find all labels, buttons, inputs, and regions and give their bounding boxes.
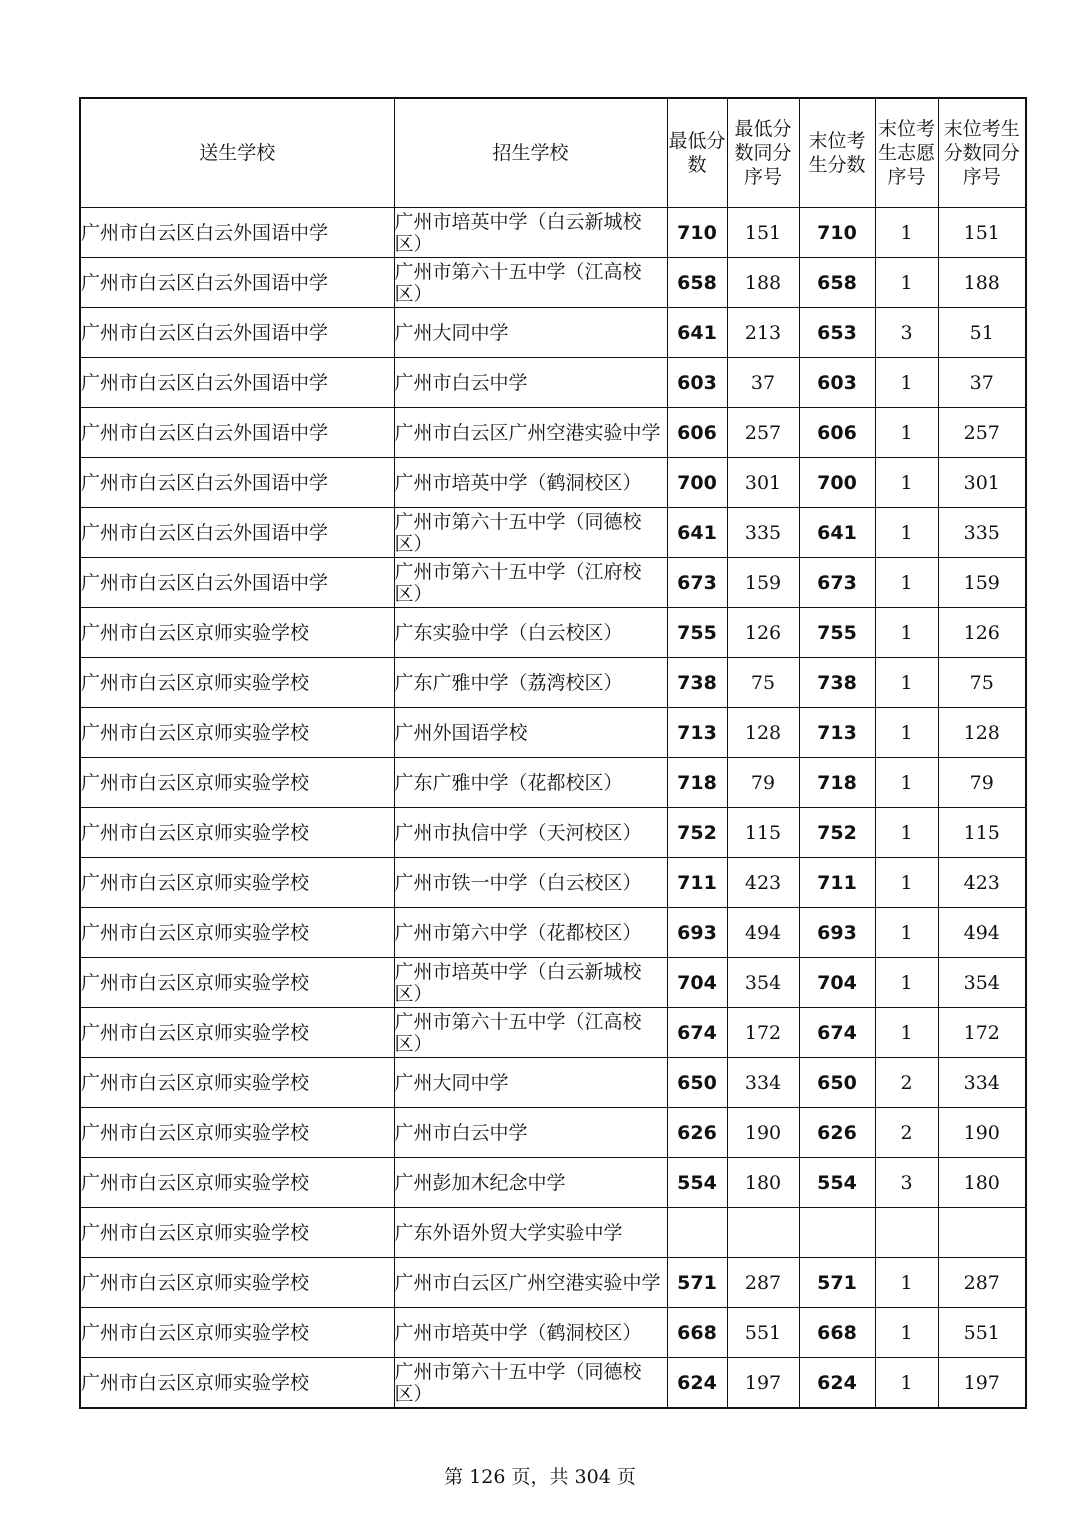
- last-score-seq-cell: 494: [938, 908, 1026, 958]
- last-score-cell: 606: [799, 408, 875, 458]
- last-pref-cell: 1: [875, 758, 938, 808]
- min-score-seq-cell: 180: [727, 1158, 799, 1208]
- last-score-cell: 693: [799, 908, 875, 958]
- sender-school-cell: 广州市白云区京师实验学校: [80, 1108, 394, 1158]
- recruit-school-cell: 广东外语外贸大学实验中学: [394, 1208, 667, 1258]
- min-score-seq-cell: 159: [727, 558, 799, 608]
- last-score-cell: 710: [799, 208, 875, 258]
- sender-school-cell: 广州市白云区京师实验学校: [80, 1058, 394, 1108]
- table-row: [80, 408, 1026, 458]
- last-score-seq-cell: 159: [938, 558, 1026, 608]
- recruit-school-cell: 广州市第六十五中学（江高校区）: [394, 258, 667, 308]
- sender-school-cell: 广州市白云区白云外国语中学: [80, 458, 394, 508]
- last-score-seq-cell: 301: [938, 458, 1026, 508]
- recruit-school-cell: 广州市白云中学: [394, 1108, 667, 1158]
- sender-school-cell: 广州市白云区白云外国语中学: [80, 258, 394, 308]
- sender-school-cell: 广州市白云区白云外国语中学: [80, 558, 394, 608]
- last-score-cell: [799, 1208, 875, 1258]
- last-score-seq-cell: 79: [938, 758, 1026, 808]
- last-score-seq-cell: 128: [938, 708, 1026, 758]
- last-score-cell: 752: [799, 808, 875, 858]
- table-row: [80, 1308, 1026, 1358]
- recruit-school-cell: 广州市第六十五中学（江府校区）: [394, 558, 667, 608]
- last-pref-cell: 1: [875, 558, 938, 608]
- last-score-cell: 755: [799, 608, 875, 658]
- last-score-seq-cell: 197: [938, 1358, 1026, 1409]
- recruit-school-cell: 广州市白云区广州空港实验中学: [394, 408, 667, 458]
- last-score-seq-cell: [938, 1208, 1026, 1258]
- table-row: [80, 1208, 1026, 1258]
- min-score-seq-cell: 287: [727, 1258, 799, 1308]
- last-score-cell: 624: [799, 1358, 875, 1409]
- min-score-cell: 658: [667, 258, 727, 308]
- recruit-school-cell: 广州市第六十五中学（江高校区）: [394, 1008, 667, 1058]
- recruit-school-cell: 广州市白云区广州空港实验中学: [394, 1258, 667, 1308]
- sender-school-cell: 广州市白云区京师实验学校: [80, 1008, 394, 1058]
- last-score-seq-cell: 75: [938, 658, 1026, 708]
- table-row: [80, 208, 1026, 258]
- min-score-seq-cell: 335: [727, 508, 799, 558]
- table-row: [80, 708, 1026, 758]
- min-score-seq-cell: 190: [727, 1108, 799, 1158]
- min-score-cell: 738: [667, 658, 727, 708]
- last-pref-cell: [875, 1208, 938, 1258]
- last-pref-cell: 1: [875, 708, 938, 758]
- last-score-seq-cell: 180: [938, 1158, 1026, 1208]
- min-score-cell: 641: [667, 308, 727, 358]
- last-pref-cell: 2: [875, 1108, 938, 1158]
- sender-school-cell: 广州市白云区白云外国语中学: [80, 208, 394, 258]
- min-score-cell: 554: [667, 1158, 727, 1208]
- min-score-cell: 673: [667, 558, 727, 608]
- last-pref-cell: 3: [875, 1158, 938, 1208]
- sender-school-cell: 广州市白云区京师实验学校: [80, 1258, 394, 1308]
- min-score-cell: [667, 1208, 727, 1258]
- last-pref-cell: 1: [875, 608, 938, 658]
- min-score-seq-cell: 197: [727, 1358, 799, 1409]
- last-score-seq-cell: 188: [938, 258, 1026, 308]
- recruit-school-cell: 广州市培英中学（白云新城校区）: [394, 958, 667, 1008]
- last-pref-cell: 1: [875, 958, 938, 1008]
- sender-school-cell: 广州市白云区京师实验学校: [80, 1308, 394, 1358]
- recruit-school-cell: 广州外国语学校: [394, 708, 667, 758]
- min-score-seq-cell: 188: [727, 258, 799, 308]
- last-pref-cell: 1: [875, 408, 938, 458]
- recruit-school-cell: 广州大同中学: [394, 308, 667, 358]
- last-score-seq-cell: 287: [938, 1258, 1026, 1308]
- min-score-seq-cell: 79: [727, 758, 799, 808]
- recruit-school-cell: 广州市第六中学（花都校区）: [394, 908, 667, 958]
- min-score-cell: 641: [667, 508, 727, 558]
- last-pref-cell: 1: [875, 858, 938, 908]
- table-row: [80, 258, 1026, 308]
- min-score-seq-cell: 551: [727, 1308, 799, 1358]
- min-score-seq-cell: 37: [727, 358, 799, 408]
- recruit-school-cell: 广州市培英中学（鹤洞校区）: [394, 458, 667, 508]
- recruit-school-cell: 广东广雅中学（荔湾校区）: [394, 658, 667, 708]
- last-score-cell: 711: [799, 858, 875, 908]
- last-score-cell: 704: [799, 958, 875, 1008]
- last-pref-cell: 2: [875, 1058, 938, 1108]
- header-min-score: 最低分数: [667, 98, 727, 208]
- sender-school-cell: 广州市白云区白云外国语中学: [80, 308, 394, 358]
- last-score-cell: 673: [799, 558, 875, 608]
- admissions-table: [79, 97, 1027, 1409]
- min-score-cell: 710: [667, 208, 727, 258]
- sender-school-cell: 广州市白云区白云外国语中学: [80, 358, 394, 408]
- last-pref-cell: 1: [875, 808, 938, 858]
- table-row: [80, 1008, 1026, 1058]
- min-score-cell: 755: [667, 608, 727, 658]
- min-score-cell: 718: [667, 758, 727, 808]
- last-score-seq-cell: 335: [938, 508, 1026, 558]
- last-score-cell: 650: [799, 1058, 875, 1108]
- table-body: [80, 208, 1026, 1409]
- min-score-cell: 693: [667, 908, 727, 958]
- min-score-seq-cell: 115: [727, 808, 799, 858]
- last-score-seq-cell: 354: [938, 958, 1026, 1008]
- min-score-cell: 603: [667, 358, 727, 408]
- last-score-seq-cell: 115: [938, 808, 1026, 858]
- sender-school-cell: 广州市白云区京师实验学校: [80, 858, 394, 908]
- last-score-cell: 674: [799, 1008, 875, 1058]
- min-score-seq-cell: 494: [727, 908, 799, 958]
- last-score-seq-cell: 172: [938, 1008, 1026, 1058]
- min-score-seq-cell: 257: [727, 408, 799, 458]
- recruit-school-cell: 广东实验中学（白云校区）: [394, 608, 667, 658]
- last-pref-cell: 1: [875, 658, 938, 708]
- header-last-score-seq: 末位考生分数同分序号: [938, 98, 1026, 208]
- last-pref-cell: 1: [875, 508, 938, 558]
- recruit-school-cell: 广州市铁一中学（白云校区）: [394, 858, 667, 908]
- min-score-seq-cell: [727, 1208, 799, 1258]
- sender-school-cell: 广州市白云区白云外国语中学: [80, 408, 394, 458]
- table-row: [80, 858, 1026, 908]
- last-score-cell: 603: [799, 358, 875, 408]
- sender-school-cell: 广州市白云区京师实验学校: [80, 1358, 394, 1409]
- last-pref-cell: 1: [875, 1008, 938, 1058]
- last-score-cell: 571: [799, 1258, 875, 1308]
- last-score-cell: 718: [799, 758, 875, 808]
- min-score-seq-cell: 334: [727, 1058, 799, 1108]
- recruit-school-cell: 广州市执信中学（天河校区）: [394, 808, 667, 858]
- page-number: 第 126 页，共 304 页: [444, 1466, 636, 1488]
- table-row: [80, 1258, 1026, 1308]
- table-row: [80, 758, 1026, 808]
- table-row: [80, 458, 1026, 508]
- min-score-seq-cell: 172: [727, 1008, 799, 1058]
- recruit-school-cell: 广东广雅中学（花都校区）: [394, 758, 667, 808]
- header-recruit-school: 招生学校: [394, 98, 667, 208]
- last-score-cell: 653: [799, 308, 875, 358]
- recruit-school-cell: 广州彭加木纪念中学: [394, 1158, 667, 1208]
- table-row: [80, 508, 1026, 558]
- table-row: [80, 908, 1026, 958]
- table-row: [80, 808, 1026, 858]
- last-score-seq-cell: 423: [938, 858, 1026, 908]
- last-score-cell: 738: [799, 658, 875, 708]
- min-score-cell: 668: [667, 1308, 727, 1358]
- sender-school-cell: 广州市白云区京师实验学校: [80, 1208, 394, 1258]
- sender-school-cell: 广州市白云区京师实验学校: [80, 1158, 394, 1208]
- sender-school-cell: 广州市白云区京师实验学校: [80, 908, 394, 958]
- sender-school-cell: 广州市白云区京师实验学校: [80, 708, 394, 758]
- min-score-cell: 650: [667, 1058, 727, 1108]
- table-row: [80, 958, 1026, 1008]
- table-row: [80, 358, 1026, 408]
- last-score-seq-cell: 37: [938, 358, 1026, 408]
- min-score-seq-cell: 128: [727, 708, 799, 758]
- last-pref-cell: 3: [875, 308, 938, 358]
- table-row: [80, 658, 1026, 708]
- min-score-cell: 571: [667, 1258, 727, 1308]
- last-pref-cell: 1: [875, 258, 938, 308]
- last-score-seq-cell: 551: [938, 1308, 1026, 1358]
- table-row: [80, 558, 1026, 608]
- sender-school-cell: 广州市白云区白云外国语中学: [80, 508, 394, 558]
- last-score-cell: 668: [799, 1308, 875, 1358]
- last-score-seq-cell: 334: [938, 1058, 1026, 1108]
- sender-school-cell: 广州市白云区京师实验学校: [80, 758, 394, 808]
- header-last-pref: 末位考生志愿序号: [875, 98, 938, 208]
- last-pref-cell: 1: [875, 908, 938, 958]
- min-score-cell: 700: [667, 458, 727, 508]
- table-row: [80, 1108, 1026, 1158]
- last-pref-cell: 1: [875, 1358, 938, 1409]
- last-score-seq-cell: 126: [938, 608, 1026, 658]
- last-score-seq-cell: 257: [938, 408, 1026, 458]
- last-score-cell: 700: [799, 458, 875, 508]
- min-score-seq-cell: 423: [727, 858, 799, 908]
- min-score-seq-cell: 301: [727, 458, 799, 508]
- sender-school-cell: 广州市白云区京师实验学校: [80, 958, 394, 1008]
- sender-school-cell: 广州市白云区京师实验学校: [80, 608, 394, 658]
- header-last-score: 末位考生分数: [799, 98, 875, 208]
- table-row: [80, 1358, 1026, 1409]
- min-score-seq-cell: 151: [727, 208, 799, 258]
- table-row: [80, 1058, 1026, 1108]
- recruit-school-cell: 广州市培英中学（白云新城校区）: [394, 208, 667, 258]
- sender-school-cell: 广州市白云区京师实验学校: [80, 658, 394, 708]
- min-score-cell: 624: [667, 1358, 727, 1409]
- last-pref-cell: 1: [875, 208, 938, 258]
- min-score-cell: 711: [667, 858, 727, 908]
- last-score-cell: 713: [799, 708, 875, 758]
- min-score-seq-cell: 75: [727, 658, 799, 708]
- min-score-cell: 606: [667, 408, 727, 458]
- min-score-seq-cell: 354: [727, 958, 799, 1008]
- last-score-seq-cell: 151: [938, 208, 1026, 258]
- sender-school-cell: 广州市白云区京师实验学校: [80, 808, 394, 858]
- last-score-cell: 626: [799, 1108, 875, 1158]
- min-score-cell: 674: [667, 1008, 727, 1058]
- last-pref-cell: 1: [875, 458, 938, 508]
- last-pref-cell: 1: [875, 358, 938, 408]
- last-score-seq-cell: 190: [938, 1108, 1026, 1158]
- recruit-school-cell: 广州大同中学: [394, 1058, 667, 1108]
- last-score-cell: 641: [799, 508, 875, 558]
- table-header-row: [80, 98, 1026, 208]
- last-score-seq-cell: 51: [938, 308, 1026, 358]
- last-score-cell: 554: [799, 1158, 875, 1208]
- recruit-school-cell: 广州市培英中学（鹤洞校区）: [394, 1308, 667, 1358]
- min-score-seq-cell: 213: [727, 308, 799, 358]
- min-score-seq-cell: 126: [727, 608, 799, 658]
- recruit-school-cell: 广州市第六十五中学（同德校区）: [394, 1358, 667, 1409]
- table-row: [80, 608, 1026, 658]
- recruit-school-cell: 广州市第六十五中学（同德校区）: [394, 508, 667, 558]
- min-score-cell: 626: [667, 1108, 727, 1158]
- last-score-cell: 658: [799, 258, 875, 308]
- table-row: [80, 1158, 1026, 1208]
- last-pref-cell: 1: [875, 1258, 938, 1308]
- header-sender-school: 送生学校: [80, 98, 394, 208]
- min-score-cell: 713: [667, 708, 727, 758]
- min-score-cell: 704: [667, 958, 727, 1008]
- last-pref-cell: 1: [875, 1308, 938, 1358]
- recruit-school-cell: 广州市白云中学: [394, 358, 667, 408]
- table-row: [80, 308, 1026, 358]
- header-min-score-seq: 最低分数同分序号: [727, 98, 799, 208]
- min-score-cell: 752: [667, 808, 727, 858]
